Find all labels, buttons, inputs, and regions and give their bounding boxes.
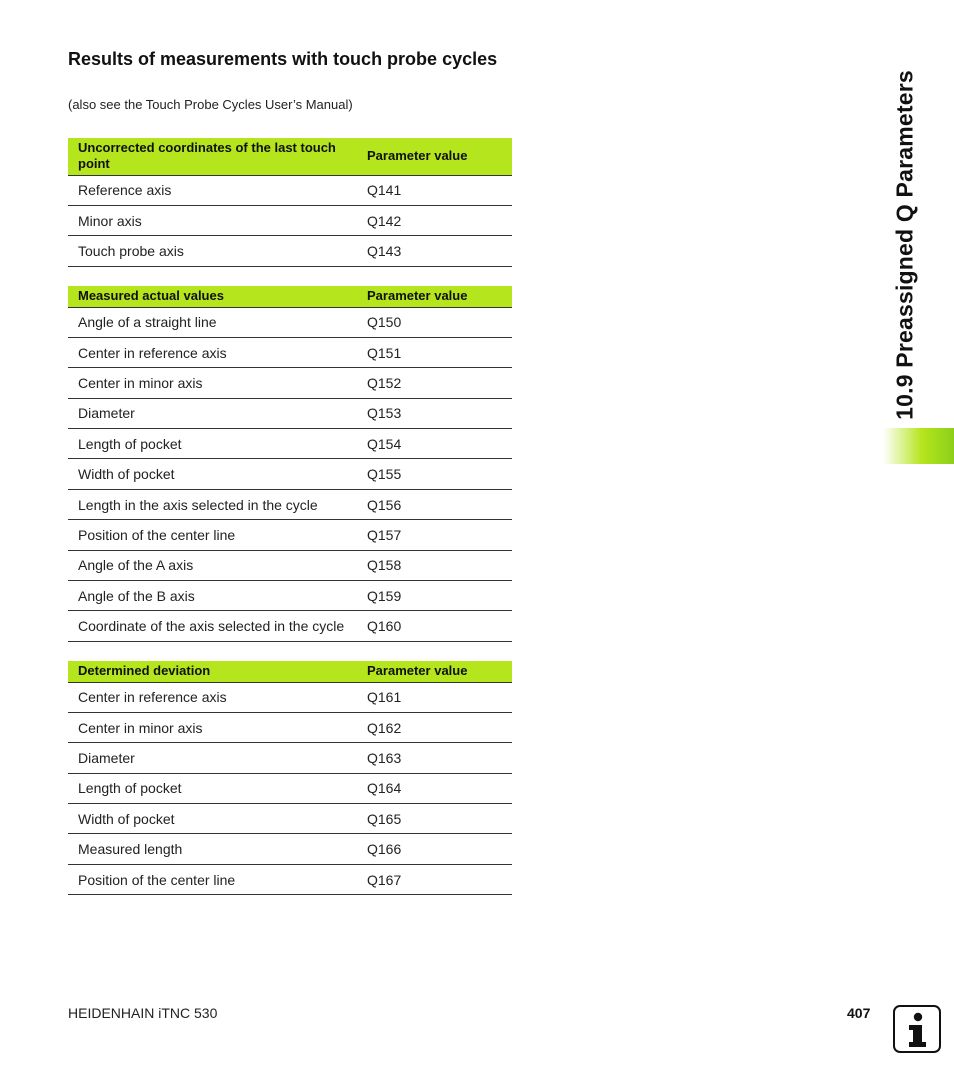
row-parameter: Q158: [357, 550, 512, 580]
table-row: [68, 398, 512, 428]
row-parameter: Q165: [357, 804, 512, 834]
page-number: 407: [847, 1005, 871, 1021]
table-row: [68, 368, 512, 398]
row-description: Length of pocket: [68, 429, 357, 459]
row-parameter: Q150: [357, 307, 512, 337]
table-header-parameter: Parameter value: [357, 138, 512, 175]
table-row: [68, 712, 512, 742]
row-parameter: Q162: [357, 712, 512, 742]
row-description: Coordinate of the axis selected in the cycle: [68, 611, 357, 641]
row-parameter: Q151: [357, 337, 512, 367]
row-description: Center in reference axis: [68, 337, 357, 367]
table-row: [68, 581, 512, 611]
info-icon-glyph: [895, 1007, 939, 1051]
row-description: Width of pocket: [68, 804, 357, 834]
table-row: [68, 864, 512, 894]
row-parameter: Q160: [357, 611, 512, 641]
table-row: [68, 804, 512, 834]
measured-actual-values-table: [68, 286, 512, 642]
row-description: Diameter: [68, 398, 357, 428]
table-row: [68, 834, 512, 864]
row-description: Minor axis: [68, 205, 357, 235]
table-row: [68, 611, 512, 641]
row-description: Length in the axis selected in the cycle: [68, 489, 357, 519]
row-description: Center in minor axis: [68, 712, 357, 742]
row-parameter: Q159: [357, 581, 512, 611]
row-parameter: Q154: [357, 429, 512, 459]
row-description: Position of the center line: [68, 520, 357, 550]
table-row: [68, 337, 512, 367]
table-row: [68, 550, 512, 580]
table-row: [68, 175, 512, 205]
table-row: [68, 743, 512, 773]
row-description: Width of pocket: [68, 459, 357, 489]
uncorrected-coordinates-table: [68, 138, 512, 267]
table-row: [68, 205, 512, 235]
row-parameter: Q142: [357, 205, 512, 235]
table-header-parameter: Parameter value: [357, 286, 512, 307]
row-parameter: Q143: [357, 236, 512, 266]
table-header-description: Determined deviation: [68, 661, 357, 682]
table-header-parameter: Parameter value: [357, 661, 512, 682]
info-icon: [893, 1005, 941, 1053]
row-parameter: Q164: [357, 773, 512, 803]
table-row: [68, 429, 512, 459]
row-parameter: Q157: [357, 520, 512, 550]
table-header-row: [68, 138, 512, 175]
row-description: Angle of the A axis: [68, 550, 357, 580]
row-description: Center in minor axis: [68, 368, 357, 398]
table-row: [68, 520, 512, 550]
row-description: Center in reference axis: [68, 682, 357, 712]
table-row: [68, 307, 512, 337]
row-parameter: Q141: [357, 175, 512, 205]
table-header-description: Uncorrected coordinates of the last touch point: [68, 138, 357, 175]
chapter-tab-marker: [883, 428, 954, 464]
row-description: Angle of a straight line: [68, 307, 357, 337]
row-parameter: Q166: [357, 834, 512, 864]
row-parameter: Q153: [357, 398, 512, 428]
row-parameter: Q161: [357, 682, 512, 712]
determined-deviation-table: [68, 661, 512, 895]
row-parameter: Q167: [357, 864, 512, 894]
footer-product-name: HEIDENHAIN iTNC 530: [68, 1005, 218, 1021]
table-row: [68, 236, 512, 266]
chapter-side-title: 10.9 Preassigned Q Parameters: [891, 70, 918, 420]
table-row: [68, 489, 512, 519]
row-description: Measured length: [68, 834, 357, 864]
row-description: Angle of the B axis: [68, 581, 357, 611]
table-row: [68, 773, 512, 803]
row-parameter: Q163: [357, 743, 512, 773]
section-heading: Results of measurements with touch probe cycles: [68, 49, 498, 69]
table-header-row: [68, 286, 512, 307]
row-description: Length of pocket: [68, 773, 357, 803]
row-description: Reference axis: [68, 175, 357, 205]
row-description: Touch probe axis: [68, 236, 357, 266]
row-parameter: Q155: [357, 459, 512, 489]
table-header-row: [68, 661, 512, 682]
table-row: [68, 459, 512, 489]
row-parameter: Q152: [357, 368, 512, 398]
row-parameter: Q156: [357, 489, 512, 519]
manual-reference-note: (also see the Touch Probe Cycles User’s Manual): [68, 97, 353, 112]
table-row: [68, 682, 512, 712]
row-description: Diameter: [68, 743, 357, 773]
table-header-description: Measured actual values: [68, 286, 357, 307]
row-description: Position of the center line: [68, 864, 357, 894]
